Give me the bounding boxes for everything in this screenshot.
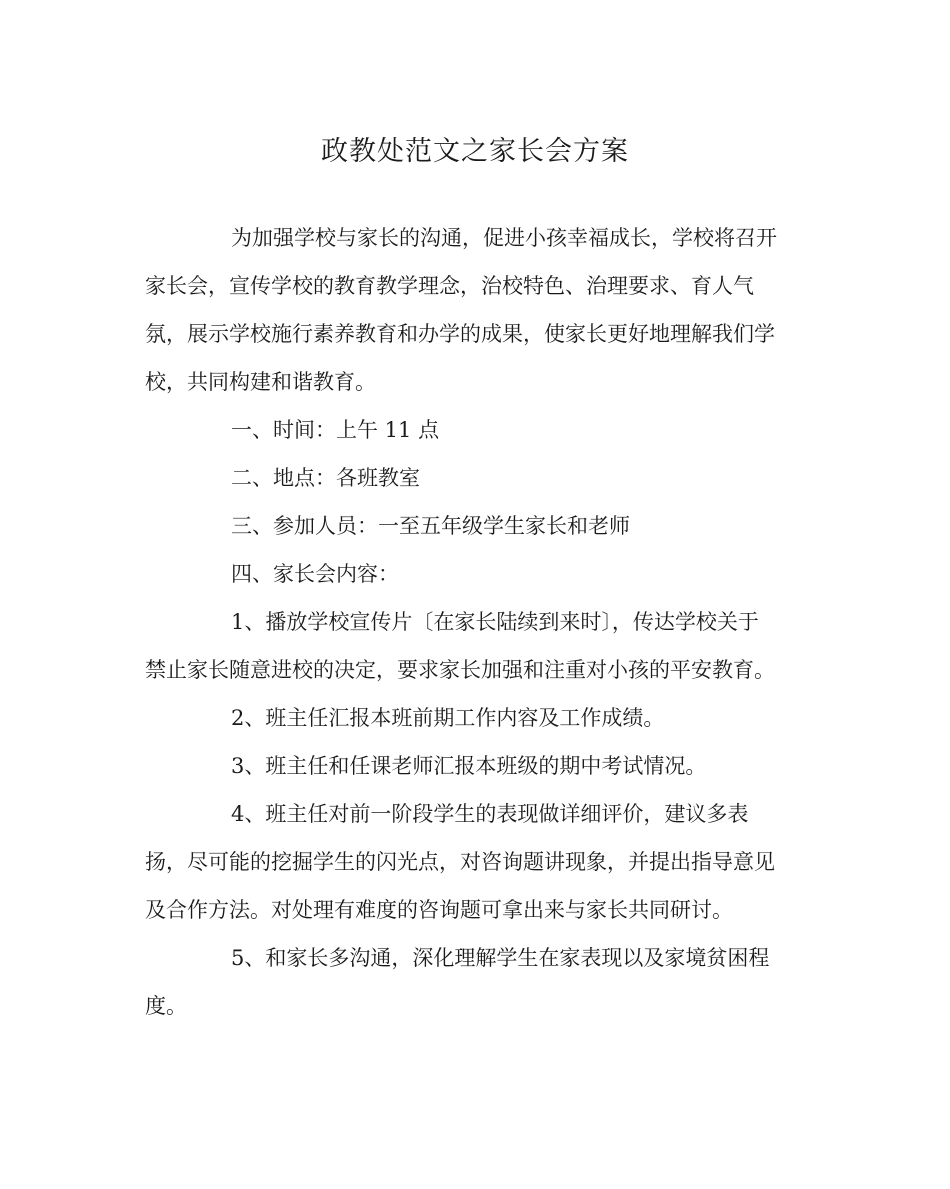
document-title: 政教处范文之家长会方案	[321, 136, 629, 167]
item-5-paragraph	[145, 934, 810, 1030]
text-line: 氛，展示学校施行素养教育和办学的成果，使家长更好地理解我们学	[145, 322, 775, 346]
content-heading: 四、家长会内容：	[231, 562, 399, 586]
text-line: 为加强学校与家长的沟通，促进小孩幸福成长，学校将召开	[231, 226, 777, 250]
item-4-paragraph	[145, 790, 810, 934]
document-body	[145, 214, 810, 1030]
participants-line: 三、参加人员：一至五年级学生家长和老师	[231, 514, 630, 538]
text-line: 校，共同构建和谐教育。	[145, 370, 376, 394]
intro-paragraph	[145, 214, 810, 406]
item-2-line: 2、班主任汇报本班前期工作内容及工作成绩。	[231, 706, 665, 730]
text-line: 扬，尽可能的挖掘学生的闪光点，对咨询题讲现象，并提出指导意见	[145, 850, 775, 874]
text-line: 1、播放学校宣传片〔在家长陆续到来时〕，传达学校关于	[231, 610, 759, 634]
text-line: 4、班主任对前一阶段学生的表现做详细评价，建议多表	[231, 802, 749, 826]
item-3-line: 3、班主任和任课老师汇报本班级的期中考试情况。	[231, 754, 707, 778]
text-line: 5、和家长多沟通，深化理解学生在家表现以及家境贫困程	[231, 946, 770, 970]
place-line: 二、地点：各班教室	[231, 466, 420, 490]
time-line: 一、时间：上午 11 点	[231, 418, 440, 442]
text-line: 禁止家长随意进校的决定，要求家长加强和注重对小孩的平安教育。	[145, 658, 775, 682]
text-line: 家长会，宣传学校的教育教学理念，治校特色、治理要求、育人气	[145, 274, 754, 298]
item-1-paragraph	[145, 598, 810, 694]
text-line: 及合作方法。对处理有难度的咨询题可拿出来与家长共同研讨。	[145, 898, 733, 922]
text-line: 度。	[145, 994, 187, 1018]
